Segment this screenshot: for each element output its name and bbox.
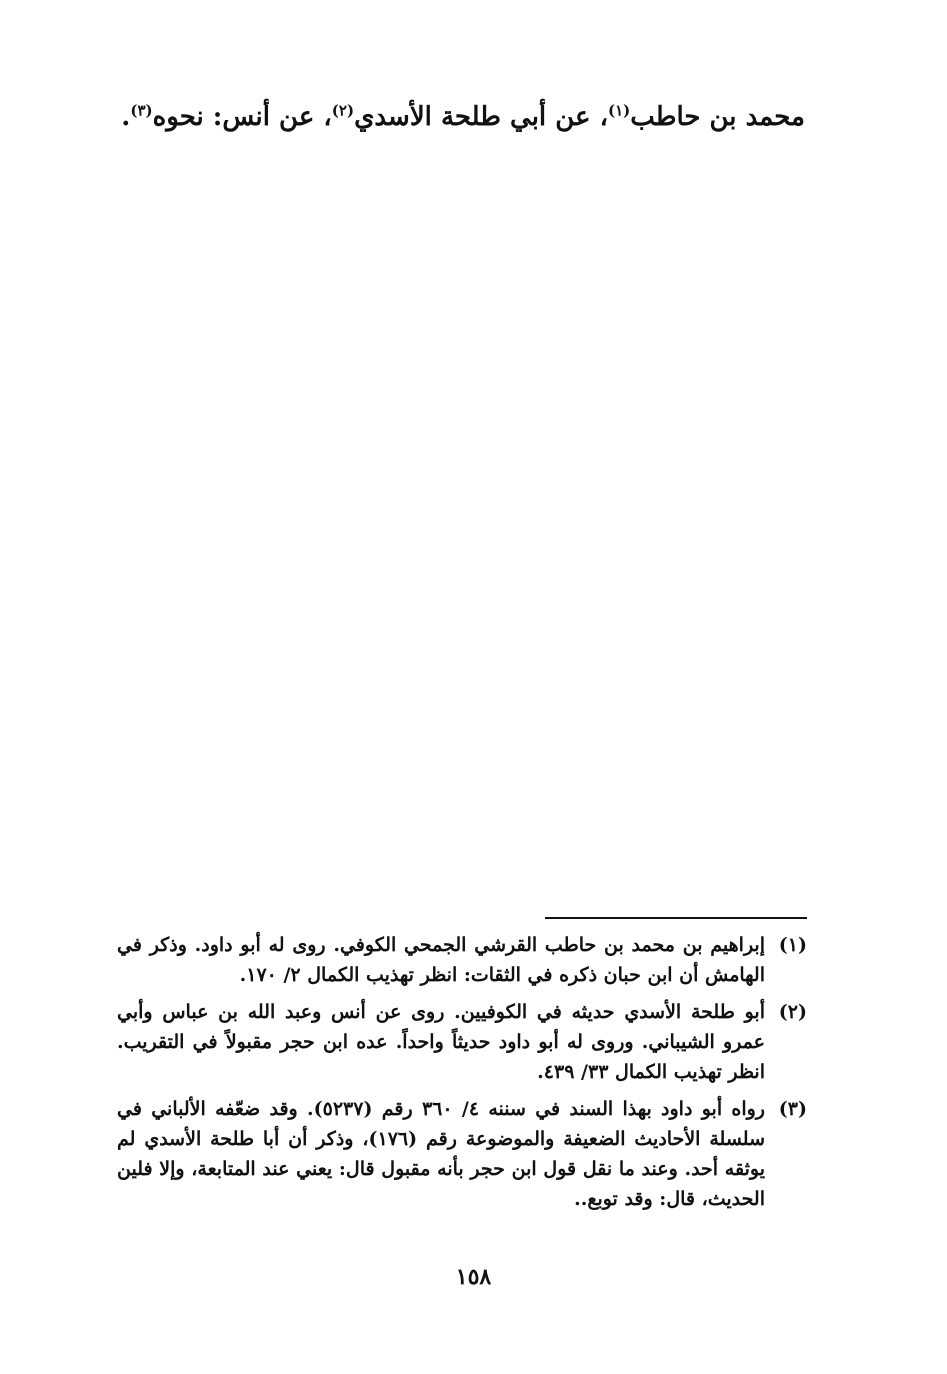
footnote-ref-3: (٣) [130,101,153,120]
footnote-2 [117,997,807,1087]
footnote-number: (١) [778,934,807,956]
main-text [115,95,805,139]
footnote-text: أبو طلحة الأسدي حديثه في الكوفيين. روى عن أنس وعبد الله بن عباس وأبي عمرو الشيباني. وروى له أبو داود حديثاً واحداً. عده ابن حجر مقبولاً في التقريب. انظر تهذيب الكمال ٣٣/ ٤٣٩. [117,1001,765,1083]
footnote-number: (٢) [778,1001,807,1023]
footnote-number: (٣) [778,1098,807,1120]
footnote-separator [545,917,807,919]
main-text-part-2: ، عن أبي طلحة الأسدي [354,102,608,132]
main-text-part-3: ، عن أنس: نحوه [152,102,332,132]
footnote-text: رواه أبو داود بهذا السند في سننه ٤/ ٣٦٠ رقم (٥٢٣٧). وقد ضعّفه الألباني في سلسلة الأحاديث الضعيفة والموضوعة رقم (١٧٦)، وذكر أن أبا طلحة الأسدي لم يوثقه أحد. وعند ما نقل قول ابن حجر بأنه مقبول قال: يعني عند المتابعة، وإلا فلين الحديث، قال: وقد توبع.. [117,1098,765,1210]
footnote-ref-2: (٢) [331,101,355,120]
main-text-part-1: محمد بن حاطب [630,102,805,132]
footnote-1 [117,930,807,990]
footnote-3 [117,1094,807,1214]
footnote-text: إبراهيم بن محمد بن حاطب القرشي الجمحي الكوفي. روى له أبو داود. وذكر في الهامش أن ابن حبان ذكره في الثقات: انظر تهذيب الكمال ٢/ ١٧٠. [117,934,765,986]
main-text-end: . [121,102,131,132]
page-number: ١٥٨ [455,1264,492,1290]
footnotes [117,930,807,1221]
footnote-ref-1: (١) [607,101,631,120]
